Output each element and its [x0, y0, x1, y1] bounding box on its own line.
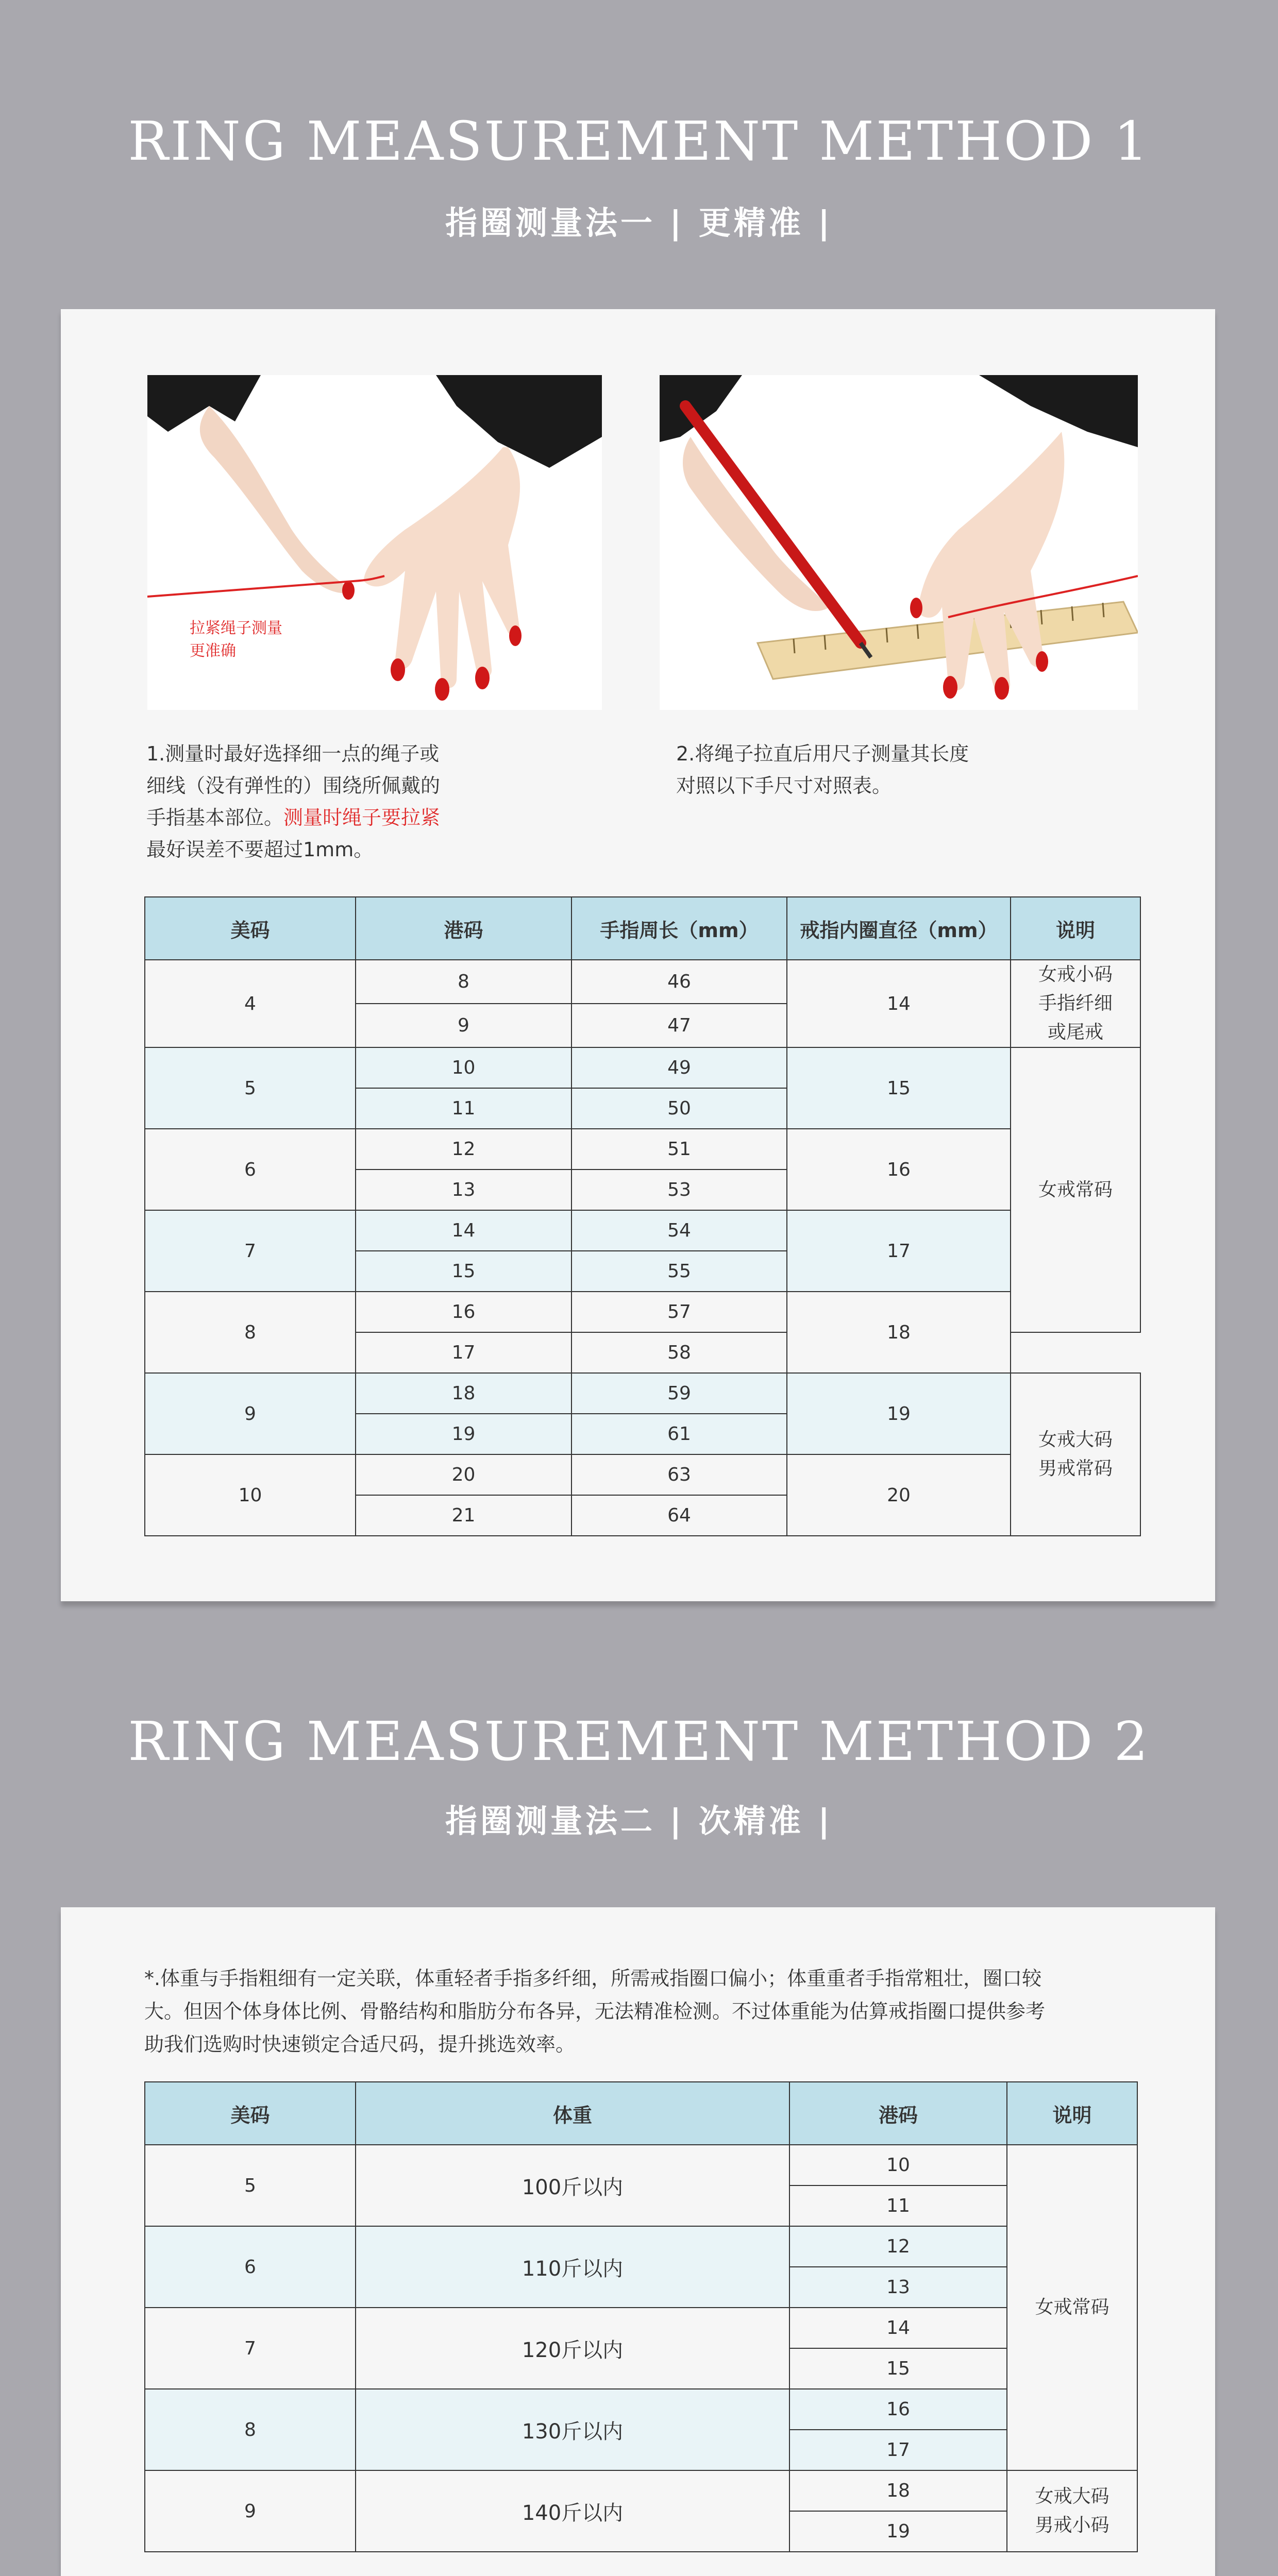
diameter-cell: 19 — [787, 1373, 1011, 1454]
circumference-cell: 54 — [571, 1210, 787, 1251]
photo-string-wrap — [147, 375, 602, 710]
header-notes: 说明 — [1007, 2082, 1137, 2145]
circumference-cell: 61 — [571, 1414, 787, 1454]
hk-size-cell: 20 — [356, 1454, 571, 1495]
note-cell-small: 女戒小码 手指纤细 或尾戒 — [1011, 960, 1140, 1047]
photo-ruler-measure — [660, 375, 1138, 710]
us-size-cell: 7 — [145, 1210, 356, 1292]
photo1-label: 拉紧绳子测量 更准确 — [190, 619, 282, 660]
circumference-cell: 49 — [571, 1047, 787, 1088]
table-row — [145, 1454, 1140, 1495]
diameter-cell: 14 — [787, 960, 1011, 1047]
us-size-cell: 10 — [145, 1454, 356, 1536]
diameter-cell: 17 — [787, 1210, 1011, 1292]
method1-title-en: RING MEASUREMENT METHOD 1 — [128, 110, 1150, 173]
method2-title-en: RING MEASUREMENT METHOD 2 — [128, 1710, 1150, 1773]
hk-size-cell: 18 — [789, 2470, 1007, 2511]
hk-size-cell: 17 — [356, 1332, 571, 1373]
step1-line4: 最好误差不要超过1mm。 — [146, 838, 374, 861]
hk-size-cell: 19 — [356, 1414, 571, 1454]
step1-line3 — [146, 802, 610, 834]
note-cell-large: 女戒大码 男戒常码 — [1011, 1373, 1140, 1536]
table-row — [145, 2389, 1137, 2430]
hk-size-cell: 12 — [789, 2226, 1007, 2267]
diameter-cell: 15 — [787, 1047, 1011, 1129]
header-inner-diameter: 戒指内圈直径（mm） — [787, 897, 1011, 960]
hk-size-cell: 10 — [356, 1047, 571, 1088]
hands-ruler-illustration — [660, 375, 1138, 710]
hk-size-cell: 17 — [789, 2430, 1007, 2470]
step2-line1: 2.将绳子拉直后用尺子测量其长度 — [676, 742, 969, 765]
size-table-method2 — [144, 2081, 1138, 2552]
table-row — [145, 2308, 1137, 2348]
circumference-cell: 64 — [571, 1495, 787, 1536]
us-size-cell: 8 — [145, 1292, 356, 1373]
hk-size-cell: 18 — [356, 1373, 571, 1414]
paragraph-line2: 大。但因个体身体比例、骨骼结构和脂肪分布各异，无法精准检测。不过体重能为估算戒指圈口提供参考 — [144, 2000, 1046, 2023]
table-row — [145, 1210, 1140, 1251]
table-row — [145, 1373, 1140, 1414]
weight-cell: 110斤以内 — [356, 2226, 789, 2308]
us-size-cell: 9 — [145, 2470, 356, 2552]
table-row — [145, 960, 1140, 1004]
circumference-cell: 46 — [571, 960, 787, 1004]
table-row — [145, 1047, 1140, 1088]
us-size-cell: 6 — [145, 1129, 356, 1210]
weight-cell: 130斤以内 — [356, 2389, 789, 2470]
hk-size-cell: 10 — [789, 2145, 1007, 2185]
us-size-cell: 4 — [145, 960, 356, 1047]
hk-size-cell: 14 — [789, 2308, 1007, 2348]
circumference-cell: 63 — [571, 1454, 787, 1495]
header-finger-circumference: 手指周长（mm） — [571, 897, 787, 960]
step1-red-emphasis: 测量时绳子要拉紧 — [283, 806, 441, 829]
hk-size-cell: 15 — [789, 2348, 1007, 2389]
hk-size-cell: 8 — [356, 960, 571, 1004]
us-size-cell: 8 — [145, 2389, 356, 2470]
header-hk-size: 港码 — [356, 897, 571, 960]
hk-size-cell: 11 — [356, 1088, 571, 1129]
note-cell-regular: 女戒常码 — [1007, 2145, 1137, 2470]
diameter-cell: 16 — [787, 1129, 1011, 1210]
method1-title-cn: 指圈测量法一 | 更精准 | — [445, 204, 833, 242]
hk-size-cell: 13 — [356, 1170, 571, 1210]
hk-size-cell: 14 — [356, 1210, 571, 1251]
us-size-cell: 5 — [145, 1047, 356, 1129]
hk-size-cell: 12 — [356, 1129, 571, 1170]
header-us-size: 美码 — [145, 2082, 356, 2145]
header-weight: 体重 — [356, 2082, 789, 2145]
hk-size-cell: 16 — [789, 2389, 1007, 2430]
step1-line3-text: 手指基本部位。 — [146, 806, 284, 829]
method1-card — [61, 309, 1215, 1601]
circumference-cell: 51 — [571, 1129, 787, 1170]
table-row — [145, 1292, 1140, 1332]
table-row — [145, 2226, 1137, 2267]
weight-cell: 100斤以内 — [356, 2145, 789, 2226]
circumference-cell: 47 — [571, 1004, 787, 1047]
circumference-cell: 50 — [571, 1088, 787, 1129]
method2-title-cn: 指圈测量法二 | 次精准 | — [445, 1802, 833, 1840]
us-size-cell: 5 — [145, 2145, 356, 2226]
hk-size-cell: 13 — [789, 2267, 1007, 2308]
hk-size-cell: 16 — [356, 1292, 571, 1332]
circumference-cell: 58 — [571, 1332, 787, 1373]
size-table-method1 — [144, 896, 1141, 1536]
hk-size-cell: 11 — [789, 2185, 1007, 2226]
table-row — [145, 1129, 1140, 1170]
diameter-cell: 18 — [787, 1292, 1011, 1373]
circumference-cell: 55 — [571, 1251, 787, 1292]
table-row — [145, 2470, 1137, 2511]
hk-size-cell: 9 — [356, 1004, 571, 1047]
circumference-cell: 57 — [571, 1292, 787, 1332]
paragraph-line3: 助我们选购时快速锁定合适尺码，提升挑选效率。 — [144, 2033, 576, 2056]
header-us-size: 美码 — [145, 897, 356, 960]
us-size-cell: 6 — [145, 2226, 356, 2308]
step1-line2: 细线（没有弹性的）围绕所佩戴的 — [146, 774, 441, 797]
header-notes: 说明 — [1011, 897, 1140, 960]
header-hk-size: 港码 — [789, 2082, 1007, 2145]
diameter-cell: 20 — [787, 1454, 1011, 1536]
table2-header-row — [145, 2082, 1137, 2145]
note-cell-large: 女戒大码 男戒小码 — [1007, 2470, 1137, 2552]
weight-cell: 120斤以内 — [356, 2308, 789, 2389]
method2-card — [61, 1907, 1215, 2576]
hk-size-cell: 19 — [789, 2511, 1007, 2552]
note-cell-regular: 女戒常码 — [1011, 1047, 1140, 1332]
us-size-cell: 7 — [145, 2308, 356, 2389]
step2-caption — [676, 738, 1140, 802]
hk-size-cell: 21 — [356, 1495, 571, 1536]
circumference-cell: 59 — [571, 1373, 787, 1414]
table1-header-row — [145, 897, 1140, 960]
hk-size-cell: 15 — [356, 1251, 571, 1292]
step1-caption — [146, 738, 610, 866]
table-row — [145, 2145, 1137, 2185]
step2-line2: 对照以下手尺寸对照表。 — [676, 774, 892, 797]
method2-paragraph — [144, 1962, 1154, 2061]
weight-cell: 140斤以内 — [356, 2470, 789, 2552]
paragraph-line1: *.体重与手指粗细有一定关联，体重轻者手指多纤细，所需戒指圈口偏小；体重重者手指常粗壮，圈口较 — [144, 1967, 1042, 1990]
us-size-cell: 9 — [145, 1373, 356, 1454]
circumference-cell: 53 — [571, 1170, 787, 1210]
step1-line1: 1.测量时最好选择细一点的绳子或 — [146, 742, 440, 765]
